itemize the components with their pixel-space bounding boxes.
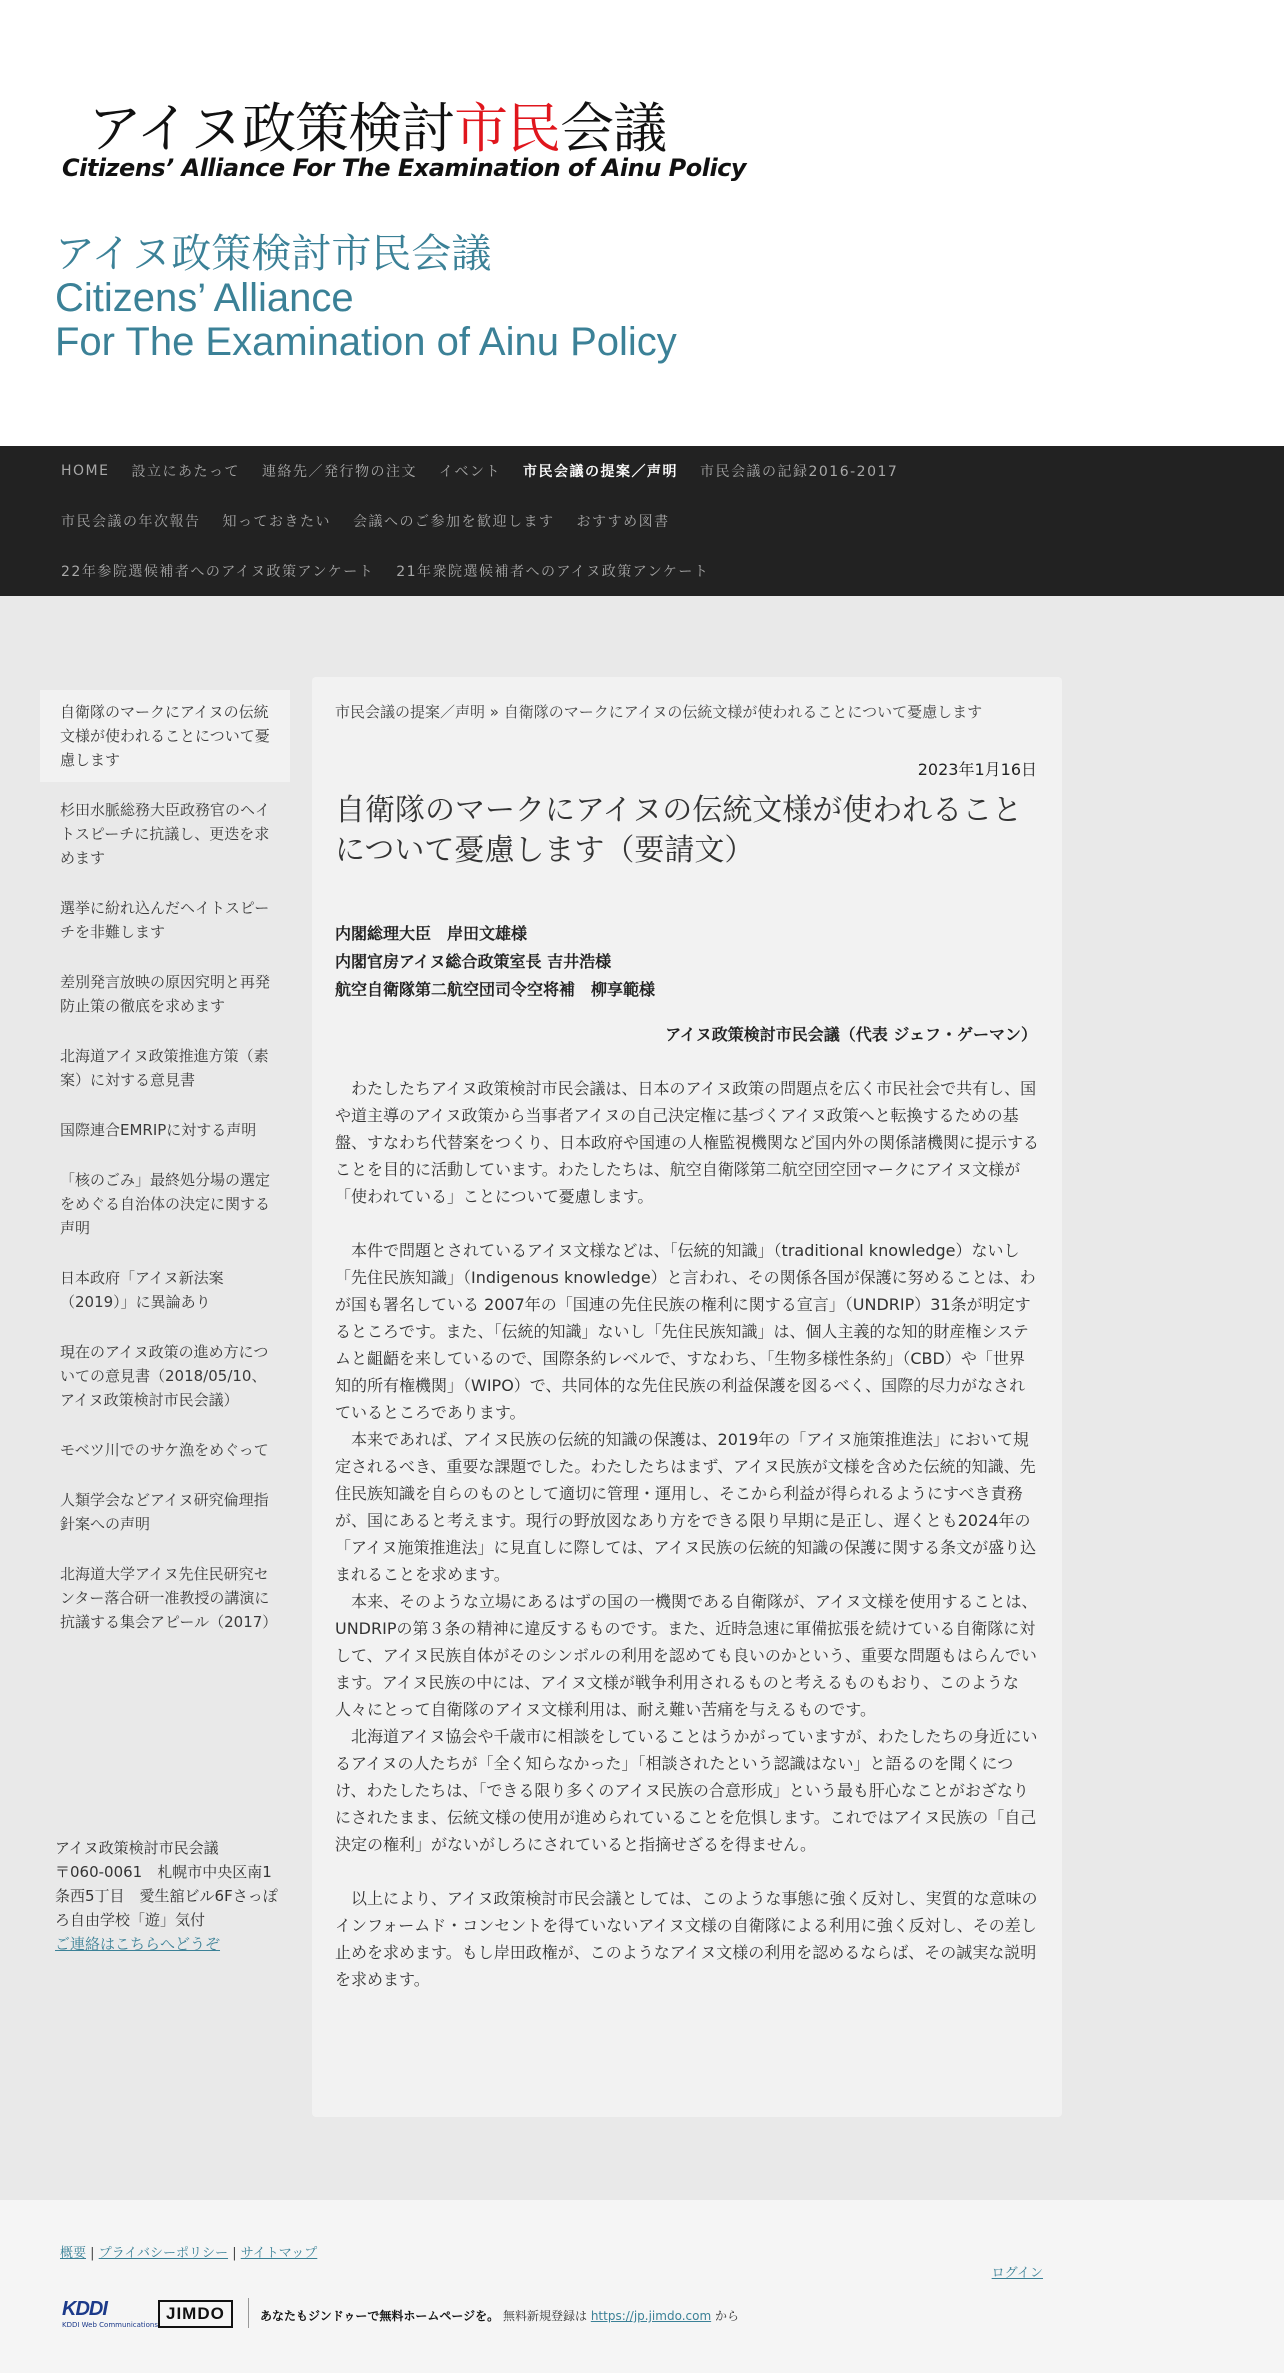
sidebar-subnav (40, 690, 290, 1650)
site-title-line3: For The Examination of Ainu Policy (55, 320, 677, 364)
body-paragraph: 以上により、アイヌ政策検討市民会議としては、このような事態に強く反対し、実質的な意味のインフォームド・コンセントを得ていないアイヌ文様の自衛隊による利用に強く反対し、その差し止めを求めます。もし岸田政権が、このようなアイヌ文様の利用を認めるならば、その誠実な説明を求めます。 (335, 1889, 1038, 1989)
site-logo[interactable] (62, 86, 747, 196)
sidebar-item[interactable]: 選挙に紛れ込んだヘイトスピーチを非難します (60, 899, 270, 941)
nav-row-2 (50, 496, 681, 546)
page-title: 自衛隊のマークにアイヌの伝統文様が使われることについて憂慮します（要請文） (335, 793, 1023, 868)
site-footer (0, 2200, 1284, 2373)
footer-link-overview[interactable]: 概要 (60, 2246, 87, 2261)
site-title-line2: Citizens’ Alliance (55, 276, 354, 320)
nav-item-records[interactable]: 市民会議の記録2016-2017 (699, 464, 899, 480)
body-paragraph: わたしたちアイヌ政策検討市民会議は、日本のアイヌ政策の問題点を広く市民社会で共有し、国や道主導のアイヌ政策から当事者アイヌの自己決定権に基づくアイヌ政策へと転換するための基盤、すなわち代替案をつくり、日本政府や国連の人権監視機関など国内外の関係諸機関に提示することを目的に活動しています。わたしたちは、航空自衛隊第二航空団空団マークにアイヌ文様が「使われている」ことについて憂慮します。 (335, 1079, 1040, 1206)
nav-item-home[interactable]: HOME (61, 463, 110, 479)
logo-english: Citizens’ Alliance For The Examination of Ainu Policy (62, 154, 747, 182)
footer-links (60, 2242, 317, 2261)
sidebar-address (55, 1836, 285, 1956)
contact-link[interactable]: ご連絡はこちらへどうぞ (55, 1935, 221, 1953)
nav-item-founding[interactable]: 設立にあたって (131, 464, 240, 480)
nav-item-events[interactable]: イベント (438, 464, 501, 480)
body-paragraph: 北海道アイヌ協会や千歳市に相談をしていることはうかがっていますが、わたしたちの身近にいるアイヌの人たちが「全く知らなかった」「相談されたという認識はない」と語るのを聞くにつけ、わたしたちは、「できる限り多くのアイヌ民族の合意形成」という最も肝心なことがおざなりにされたまま、伝統文様の使用が進められていることを危惧します。これではアイヌ民族の「自己決定の権利」がないがしろにされていると指摘せざるを得ません。 (335, 1727, 1038, 1854)
nav-item-survey-2022[interactable]: 22年参院選候補者へのアイヌ政策アンケート (61, 564, 375, 580)
address-detail: 〒060-0061 札幌市中央区南1条西5丁目 愛生舘ビル6Fさっぽろ自由学校「遊」気付 (55, 1863, 278, 1929)
content-card (312, 677, 1062, 2117)
sidebar-item[interactable]: 国際連合EMRIPに対する声明 (60, 1121, 257, 1139)
logo-japanese: アイヌ政策検討市民会議 (88, 97, 667, 160)
nav-item-contact-order[interactable]: 連絡先／発行物の注文 (261, 464, 417, 480)
sidebar-item[interactable]: 現在のアイヌ政策の進め方についての意見書（2018/05/10、アイヌ政策検討市民会議） (60, 1343, 269, 1409)
breadcrumb[interactable]: 市民会議の提案／声明 » 自衛隊のマークにアイヌの伝統文様が使われることについて憂慮します (335, 703, 983, 721)
sidebar-item[interactable]: 日本政府「アイヌ新法案（2019）」に異論あり (60, 1269, 224, 1311)
login-link[interactable]: ログイン (991, 2266, 1043, 2281)
body-paragraph: 本件で問題とされているアイヌ文様などは、「伝統的知識」（traditional knowledge）ないし「先住民族知識」（Indigenous knowledge）と言われ、その関係各国が保護に努めることは、わが国も署名している 2007年の「国連の先住民族の権利に関する宣言」（UNDRIP）31条が明定するところです。また、「伝統的知識」ないし「先住民族知識」は、個人主義的な知的財産権システムと齟齬を来しているので、国際条約レベルで、すなわち、「生物多様性条約」（CBD）や「世界知的所有権機関」（WIPO）で、共同体的な先住民族の利益保護を図るべく、国際的尽力がなされているところであります。 (335, 1241, 1036, 1422)
site-title[interactable] (55, 232, 677, 364)
sender-line: アイヌ政策検討市民会議（代表 ジェフ・ゲーマン） (665, 1025, 1037, 1044)
footer-promo: あなたもジンドゥーで無料ホームページを。 無料新規登録は https://jp.jimdo.com から (260, 2309, 739, 2323)
jimdo-logo[interactable]: JIMDO (158, 2300, 233, 2328)
footer-separator: | (232, 2246, 237, 2261)
sidebar-item[interactable]: モベツ川でのサケ漁をめぐって (60, 1441, 269, 1459)
addressee-line: 内閣総理大臣 岸田文雄様 (335, 924, 528, 943)
main-navigation (0, 446, 1284, 596)
nav-row-3 (50, 546, 720, 596)
letter-body (335, 1075, 1040, 1993)
site-header (0, 0, 1284, 446)
nav-item-proposals[interactable]: 市民会議の提案／声明 (522, 464, 678, 480)
post-date: 2023年1月16日 (917, 760, 1037, 779)
sidebar-item[interactable]: 「核のごみ」最終処分場の選定をめぐる自治体の決定に関する声明 (60, 1171, 271, 1237)
footer-link-sitemap[interactable]: サイトマップ (240, 2246, 318, 2261)
site-title-line1: アイヌ政策検討市民会議 (55, 232, 492, 276)
sidebar-item[interactable]: 自衛隊のマークにアイヌの伝統文様が使われることについて憂慮します (40, 690, 290, 782)
nav-item-survey-2021[interactable]: 21年衆院選候補者へのアイヌ政策アンケート (396, 564, 710, 580)
addressee-line: 内閣官房アイヌ総合政策室長 吉井浩様 (335, 952, 612, 971)
sidebar-item[interactable]: 人類学会などアイヌ研究倫理指針案への声明 (60, 1491, 269, 1533)
kddi-logo[interactable]: KDDI KDDI Web Communications (62, 2298, 158, 2329)
sidebar-item[interactable]: 北海道アイヌ政策推進方策（素案）に対する意見書 (60, 1047, 269, 1089)
nav-row-1 (50, 446, 909, 496)
sidebar-item[interactable]: 差別発言放映の原因究明と再発防止策の徹底を求めます (60, 973, 271, 1015)
addressee-list (335, 920, 655, 1004)
nav-item-participation[interactable]: 会議へのご参加を歓迎します (353, 514, 555, 530)
footer-divider (248, 2298, 249, 2328)
nav-item-books[interactable]: おすすめ図書 (576, 514, 670, 530)
nav-item-good-to-know[interactable]: 知っておきたい (222, 514, 331, 530)
sidebar-item[interactable]: 北海道大学アイヌ先住民研究センター落合研一准教授の講演に抗議する集会アピール（2017） (60, 1565, 278, 1631)
nav-item-annual-report[interactable]: 市民会議の年次報告 (61, 514, 201, 530)
address-org-name: アイヌ政策検討市民会議 (55, 1839, 219, 1857)
addressee-line: 航空自衛隊第二航空団司令空将補 柳享範様 (335, 980, 656, 999)
sidebar-item[interactable]: 杉田水脈総務大臣政務官のヘイトスピーチに抗議し、更迭を求めます (60, 801, 271, 867)
footer-link-privacy[interactable]: プライバシーポリシー (98, 2246, 229, 2261)
footer-separator: | (90, 2246, 95, 2261)
jimdo-signup-link[interactable]: https://jp.jimdo.com (590, 2309, 712, 2323)
body-paragraph: 本来、そのような立場にあるはずの国の一機関である自衛隊が、アイヌ文様を使用することは、UNDRIPの第３条の精神に違反するものです。また、近時急速に軍備拡張を続けている自衛隊に対して、アイヌ民族自体がそのシンボルの利用を認めても良いのかという、重要な問題もはらんでいます。アイヌ民族の中には、アイヌ文様が戦争利用されるものと考えるものもおり、このような人々にとって自衛隊のアイヌ文様利用は、耐え難い苦痛を与えるものです。 (335, 1592, 1038, 1719)
body-paragraph: 本来であれば、アイヌ民族の伝統的知識の保護は、2019年の「アイヌ施策推進法」において規定されるべき、重要な課題でした。わたしたちはまず、アイヌ民族が文様を含めた伝統的知識、先住民族知識を自らのものとして適切に管理・運用し、そこから利益が得られるようにすべき責務が、国にあると考えます。現行の野放図なあり方をできる限り早期に是正し、遅くとも2024年の「アイヌ施策推進法」に見直しに際しては、アイヌ民族の伝統的知識の保護に関する条文が盛り込まれることを求めます。 (335, 1430, 1037, 1584)
